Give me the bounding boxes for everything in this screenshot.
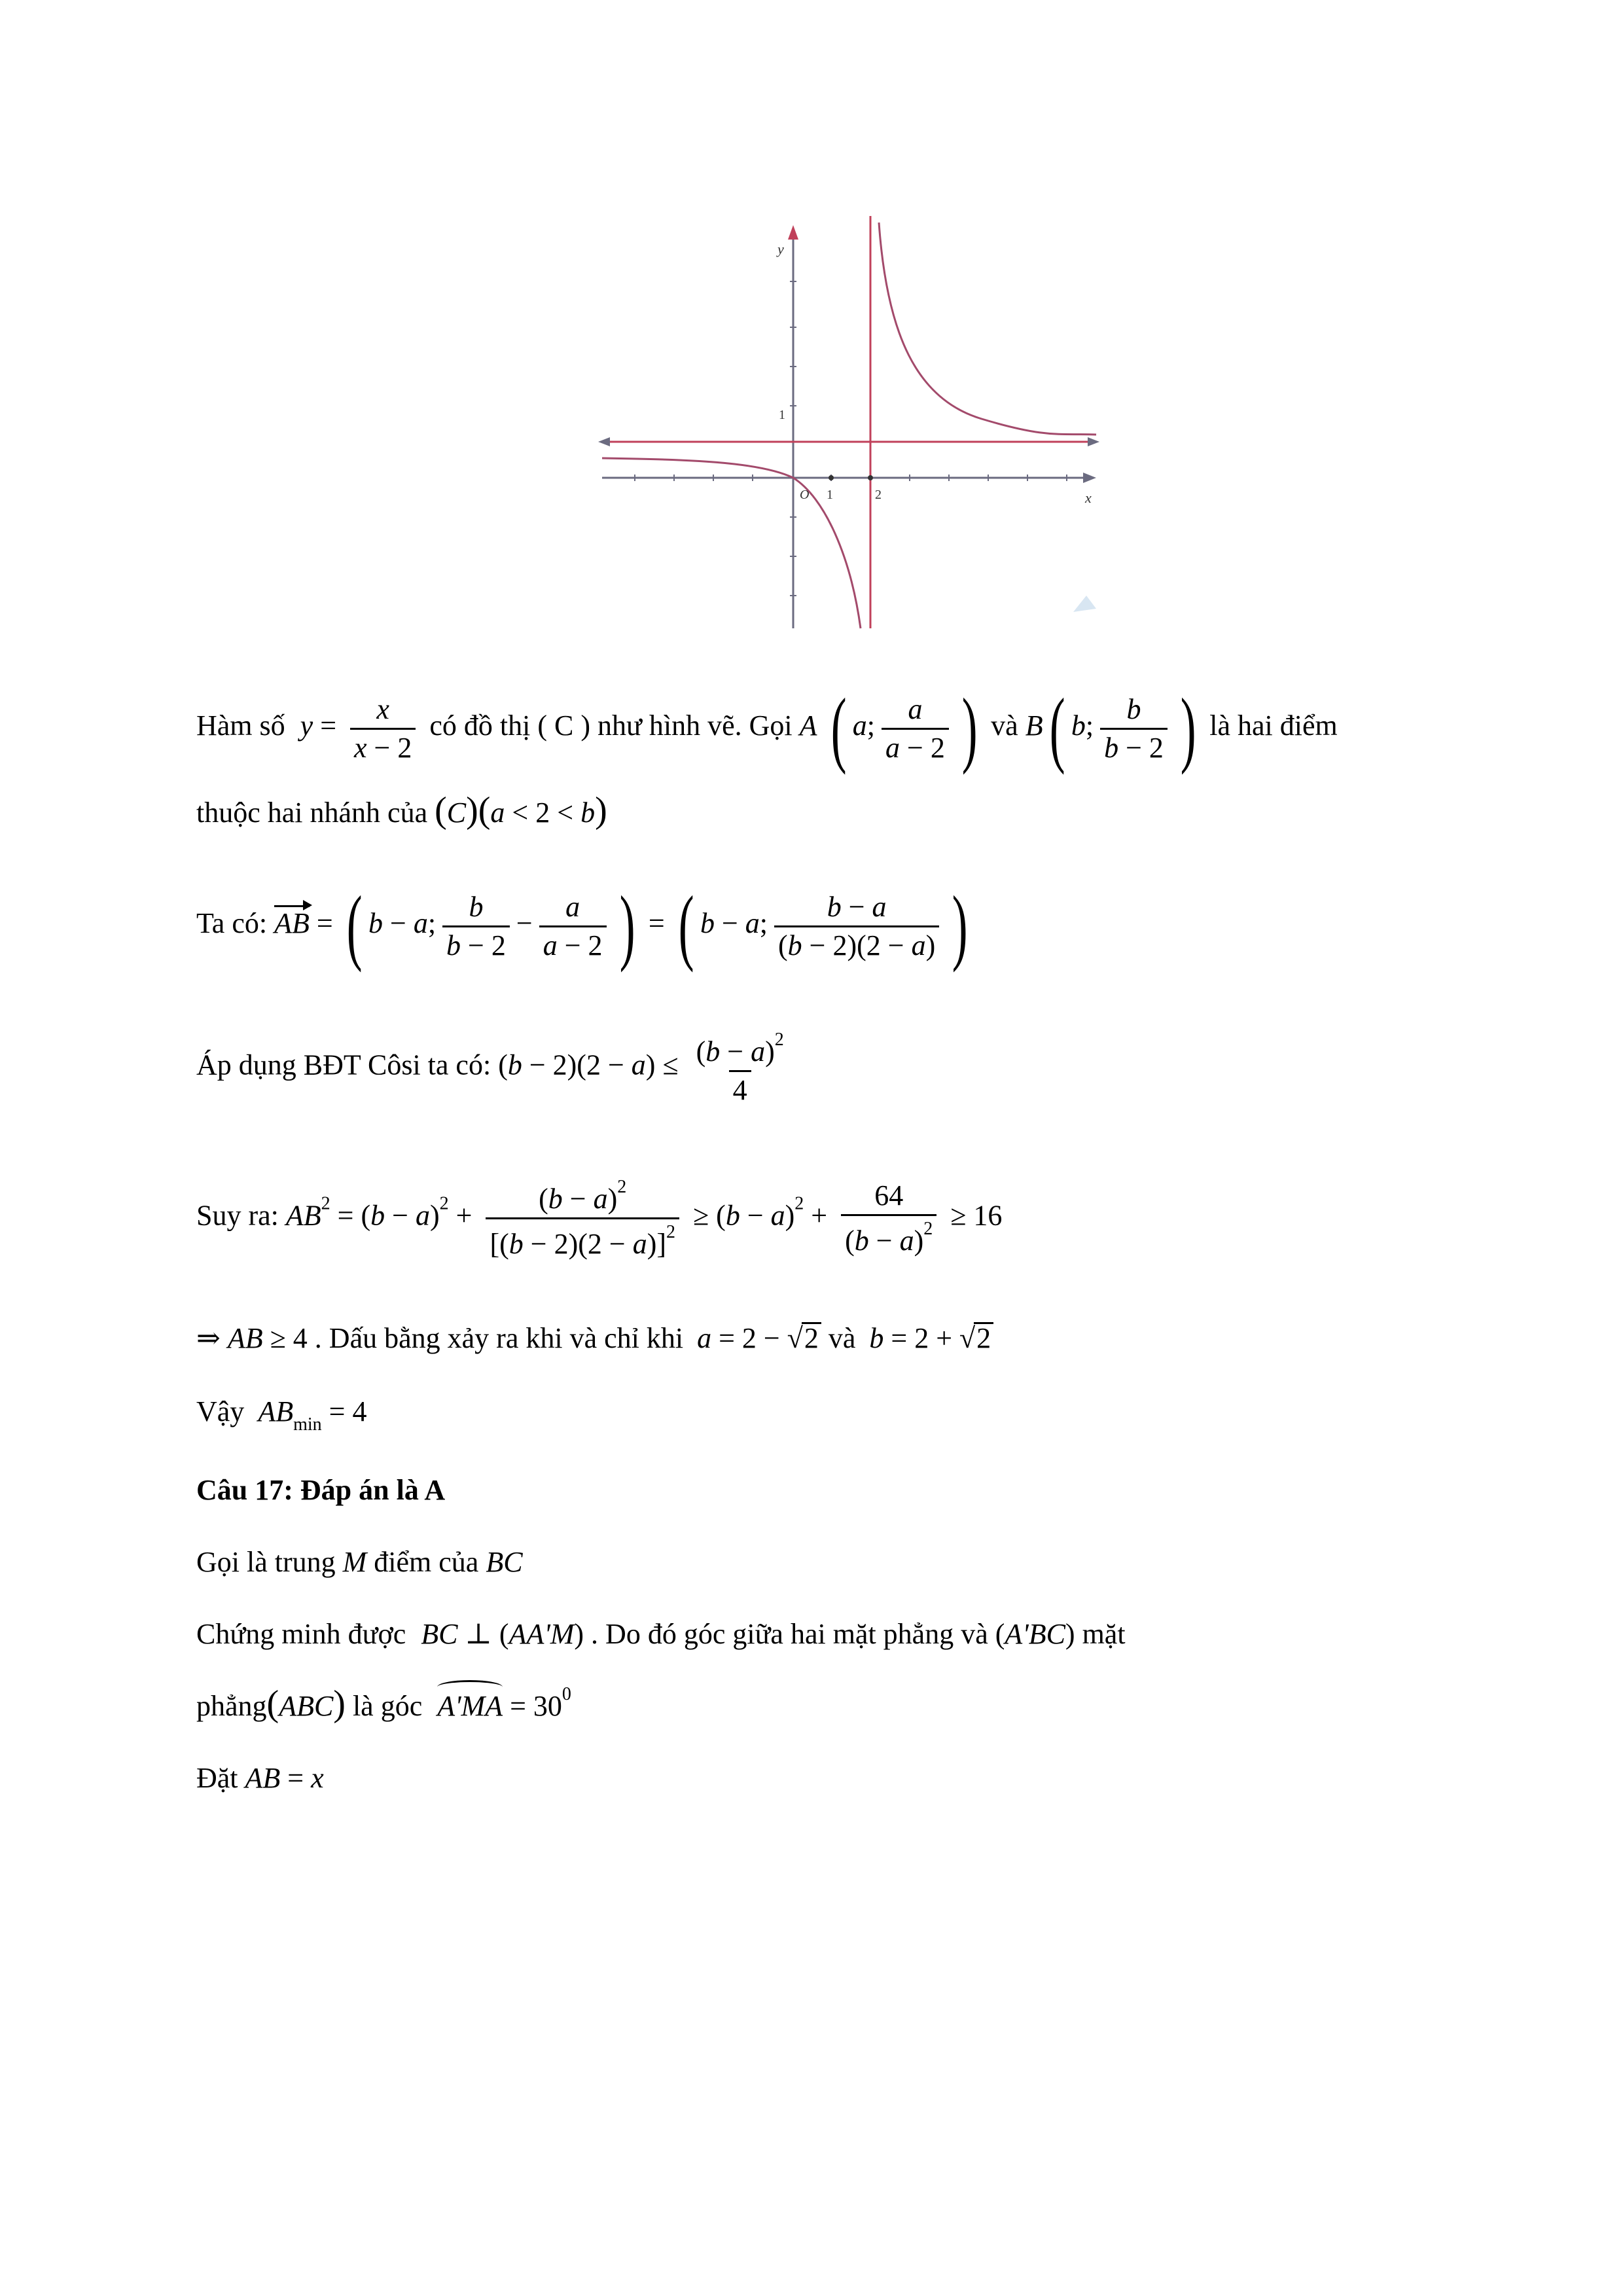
x-axis-arrow xyxy=(1083,473,1096,483)
angle-line: phẳng(ABC) là góc $A'MA = 30^0$ xyxy=(196,1683,571,1724)
cosi-inequality-line: Áp dụng BĐT Côsi ta có: (b − 2)(2 − a) ≤ $\frac{(b - a)^2}{4}$ xyxy=(196,1030,784,1106)
midpoint-line: Gọi là trung M điểm của BC xyxy=(196,1546,523,1578)
ab-squared-line: Suy ra: $AB^2 = (b - a)^2$ + $\frac{(b - a)^2}{[(b - 2)(2 - a)]^2}$ ≥ $(b - a)^2$ + $\frac{64}{(b - a)^2}$ ≥ 16 xyxy=(196,1177,1003,1260)
set-variable-line: Đặt AB = x xyxy=(196,1762,324,1794)
tick-label-y-1: 1 xyxy=(779,408,785,422)
fraction-x-over-x-minus-2: $\frac{x}{x - 2}$ xyxy=(350,695,416,762)
x-axis-label: x xyxy=(1085,490,1092,506)
vector-ab-line: Ta có: AB = ( b − a; $\frac{b}{b - 2}$ − $\frac{a}{a - 2}$ ) = ( b − a; $\frac{b - a}{(b - 2)(2 - a)}$ ) xyxy=(196,879,968,973)
paragraph-two-branches: thuộc hai nhánh của (C)(a < 2 < b) xyxy=(196,790,607,831)
origin-label: O xyxy=(800,488,810,502)
right-branch xyxy=(879,223,1096,435)
ab-ge-4-line: ⇒ AB ≥ 4 . Dấu bằng xảy ra khi và chỉ khi a = 2 − √2 và b = 2 + √2 xyxy=(196,1322,993,1353)
tick-label-x-1: 1 xyxy=(827,488,833,502)
question-17-heading: Câu 17: Đáp án là A xyxy=(196,1474,446,1506)
y-axis-arrow xyxy=(788,225,798,240)
paragraph-function-intro: Hàm số y = $\frac{x}{x - 2}$ có đồ thị ( C ) như hình vẽ. Gọi A ( a; $\frac{a}{a - 2}$ ) và B( b; $\frac{b}{b - 2}$ ) là hai điểm xyxy=(196,681,1338,776)
watermark-mark xyxy=(1073,596,1096,612)
conclusion-line: Vậy $AB_{min} = 4$ xyxy=(196,1395,367,1435)
tick-label-x-2: 2 xyxy=(875,488,882,502)
y-axis-label: y xyxy=(777,241,784,257)
proof-line: Chứng minh được BC ⊥ (AA'M) . Do đó góc giữa hai mặt phẳng và (A'BC) mặt xyxy=(196,1618,1126,1650)
function-graph xyxy=(589,216,1113,635)
left-branch xyxy=(602,458,861,628)
